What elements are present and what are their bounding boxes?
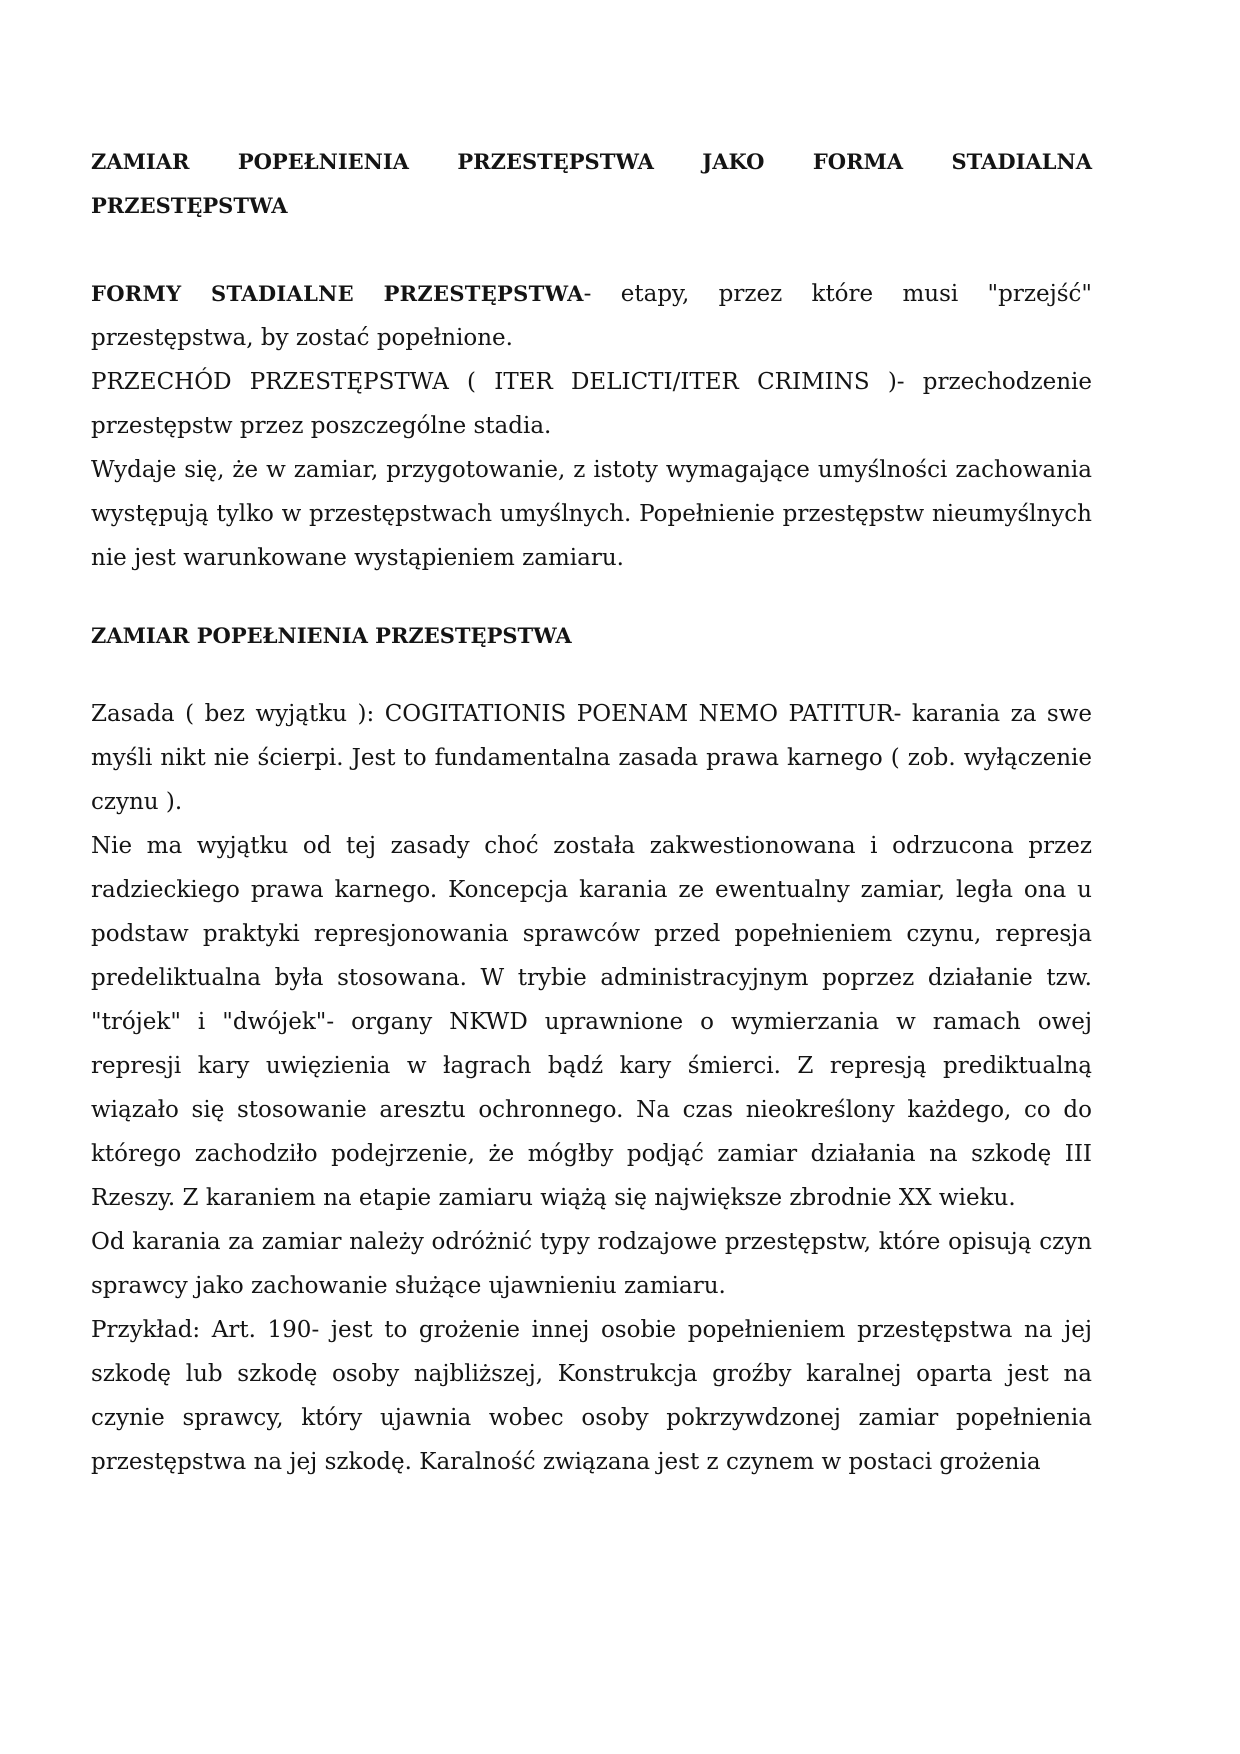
- defined-term: FORMY STADIALNE PRZESTĘPSTWA: [91, 281, 584, 306]
- spacer: [91, 580, 1092, 614]
- definition-text: - etapy, przez które musi "przejść" przestępstwa, by zostać popełnione.: [91, 281, 1092, 351]
- section-heading: ZAMIAR POPEŁNIENIA PRZESTĘPSTWA: [91, 623, 572, 648]
- example-paragraph: Przykład: Art. 190- jest to grożenie innej osobie popełnieniem przestępstwa na jej szkodę lub szkodę osoby najbliższej, Konstrukcja groźby karalnej oparta jest na czynie sprawcy, który ujawnia wobec osoby pokrzywdzonej zamiar popełnienia przestępstwa na jej szkodę. Karalność związana jest z czynem w postaci grożenia: [91, 1317, 1092, 1475]
- document-body: [91, 140, 1092, 1484]
- distinction-paragraph: Od karania za zamiar należy odróżnić typy rodzajowe przestępstw, które opisują czyn sprawcy jako zachowanie służące ujawnieniu zamiaru.: [91, 1229, 1092, 1299]
- spacer: [91, 228, 1092, 272]
- history-paragraph: Nie ma wyjątku od tej zasady choć została zakwestionowana i odrzucona przez radzieckiego prawa karnego. Koncepcja karania ze ewentualny zamiar, legła ona u podstaw praktyki represjonowania sprawców przed popełnieniem czynu, represja predeliktualna była stosowana. W trybie administracyjnym poprzez działanie tzw. "trójek" i "dwójek"- organy NKWD uprawnione o wymierzania w ramach owej represji kary uwięzienia w łagrach bądź kary śmierci. Z represją prediktualną wiązało się stosowanie aresztu ochronnego. Na czas nieokreślony każdego, co do którego zachodziło podejrzenie, że mógłby podjąć zamiar działania na szkodę III Rzeszy. Z karaniem na etapie zamiaru wiążą się największe zbrodnie XX wieku.: [91, 833, 1092, 1211]
- iter-delicti-paragraph: PRZECHÓD PRZESTĘPSTWA ( ITER DELICTI/ITER CRIMINS )- przechodzenie przestępstw przez poszczególne stadia.: [91, 369, 1092, 439]
- intro-definition-paragraph: [91, 272, 1092, 360]
- spacer: [91, 658, 1092, 692]
- document-title-line-2: PRZESTĘPSTWA: [91, 193, 288, 218]
- intent-paragraph: Wydaje się, że w zamiar, przygotowanie, z istoty wymagające umyślności zachowania występują tylko w przestępstwach umyślnych. Popełnienie przestępstw nieumyślnych nie jest warunkowane wystąpieniem zamiaru.: [91, 457, 1092, 571]
- document-title: [91, 140, 1092, 228]
- principle-paragraph: Zasada ( bez wyjątku ): COGITATIONIS POENAM NEMO PATITUR- karania za swe myśli nikt nie ścierpi. Jest to fundamentalna zasada prawa karnego ( zob. wyłączenie czynu ).: [91, 701, 1092, 815]
- document-title-line-1: ZAMIAR POPEŁNIENIA PRZESTĘPSTWA JAKO FORMA STADIALNA: [91, 149, 1092, 174]
